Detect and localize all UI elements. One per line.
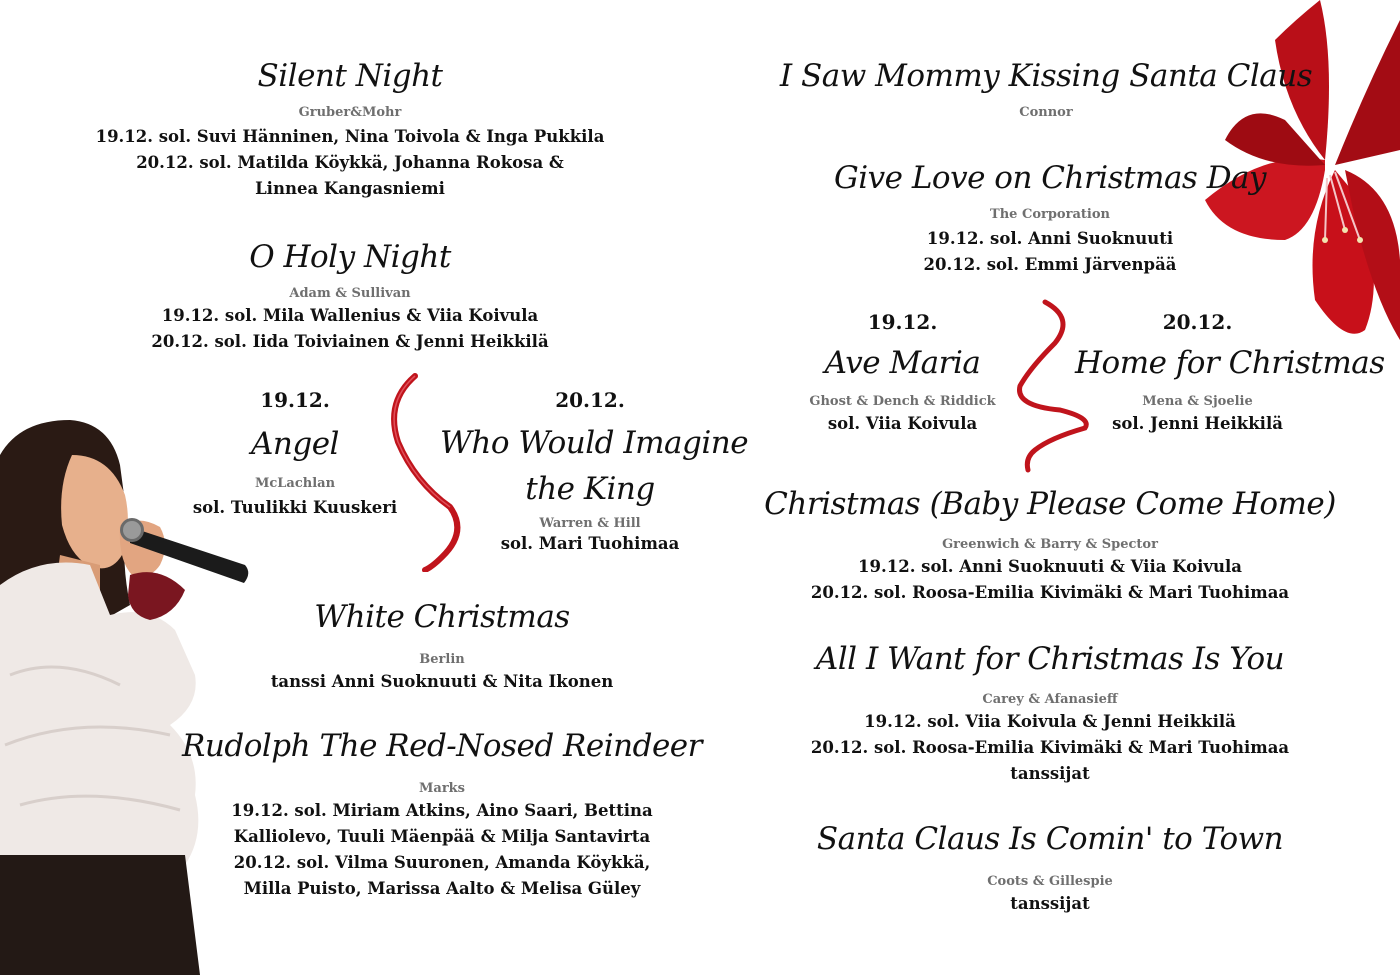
song-angel xyxy=(185,388,405,521)
song-composer: McLachlan xyxy=(254,476,336,491)
song-composer: Marks xyxy=(419,781,465,796)
performer-line: tanssijat xyxy=(1010,894,1090,913)
song-composer: Connor xyxy=(1019,105,1073,120)
song-composer: The Corporation xyxy=(990,207,1110,222)
performance-date: 19.12. xyxy=(260,388,330,412)
performer-line: 19.12. sol. Miriam Atkins, Aino Saari, Bettina xyxy=(231,801,653,820)
song-baby-please xyxy=(750,483,1350,606)
performer-line: Linnea Kangasniemi xyxy=(255,179,445,198)
performer-line: 19.12. sol. Anni Suoknuuti xyxy=(926,229,1174,248)
song-santa-claus xyxy=(750,818,1350,917)
song-title: Give Love on Christmas Day xyxy=(833,160,1267,196)
song-title: Angel xyxy=(251,426,339,462)
performance-date: 20.12. xyxy=(1162,310,1233,334)
performer-line: 19.12. sol. Suvi Hänninen, Nina Toivola & Inga Pukkila xyxy=(95,127,605,146)
song-title: Ave Maria xyxy=(824,345,981,381)
performer-line: 19.12. sol. Viia Koivula & Jenni Heikkilä xyxy=(864,712,1236,731)
song-white-christmas xyxy=(142,596,742,695)
song-silent-night xyxy=(50,55,650,202)
performer-line: sol. Jenni Heikkilä xyxy=(1112,414,1283,433)
performer-line: 20.12. sol. Roosa-Emilia Kivimäki & Mari Tuohimaa xyxy=(810,738,1290,757)
song-composer: Adam & Sullivan xyxy=(289,286,411,301)
song-title: Rudolph The Red-Nosed Reindeer xyxy=(182,728,702,764)
song-composer: Ghost & Dench & Riddick xyxy=(809,394,996,409)
performer-line: tanssi Anni Suoknuuti & Nita Ikonen xyxy=(270,672,614,691)
song-o-holy-night xyxy=(50,236,650,355)
song-all-i-want xyxy=(750,638,1350,787)
song-composer: Carey & Afanasieff xyxy=(982,692,1118,707)
song-who-would-imagine xyxy=(440,388,749,557)
song-title: All I Want for Christmas Is You xyxy=(815,641,1285,677)
song-composer: Warren & Hill xyxy=(539,516,641,531)
song-title-line: Who Would Imagine xyxy=(440,425,749,461)
performer-line: 20.12. sol. Iida Toiviainen & Jenni Heikkilä xyxy=(151,332,549,351)
song-title: Silent Night xyxy=(257,58,443,94)
song-home-for-christmas xyxy=(1075,310,1385,437)
performer-line: sol. Tuulikki Kuuskeri xyxy=(192,498,398,517)
performer-line: Milla Puisto, Marissa Aalto & Melisa Güley xyxy=(243,879,641,898)
song-composer: Greenwich & Barry & Spector xyxy=(942,537,1158,552)
song-give-love xyxy=(750,157,1350,278)
song-title-line: the King xyxy=(525,471,655,507)
song-title: O Holy Night xyxy=(249,239,451,275)
performer-line: sol. Mari Tuohimaa xyxy=(500,534,680,553)
performer-line: 19.12. sol. Anni Suoknuuti & Viia Koivula xyxy=(858,557,1242,576)
song-composer: Berlin xyxy=(419,652,465,667)
song-i-saw-mommy xyxy=(746,55,1346,120)
performance-date: 19.12. xyxy=(867,310,938,334)
performer-line: 20.12. sol. Matilda Köykkä, Johanna Rokosa & xyxy=(136,153,564,172)
song-rudolph xyxy=(142,725,742,902)
performance-date: 20.12. xyxy=(555,388,625,412)
song-composer: Mena & Sjoelie xyxy=(1142,394,1253,409)
performer-line: tanssijat xyxy=(1010,764,1090,783)
song-title: Home for Christmas xyxy=(1075,345,1385,381)
song-composer: Coots & Gillespie xyxy=(987,874,1113,889)
song-title: Christmas (Baby Please Come Home) xyxy=(764,486,1336,522)
performer-line: sol. Viia Koivula xyxy=(827,414,978,433)
song-ave-maria xyxy=(795,310,1010,437)
song-title: Santa Claus Is Comin' to Town xyxy=(816,821,1284,857)
performer-line: 20.12. sol. Roosa-Emilia Kivimäki & Mari Tuohimaa xyxy=(810,583,1290,602)
song-title: I Saw Mommy Kissing Santa Claus xyxy=(779,58,1313,94)
song-title: White Christmas xyxy=(314,599,570,635)
song-composer: Gruber&Mohr xyxy=(298,105,402,120)
performer-line: 20.12. sol. Vilma Suuronen, Amanda Köykkä, xyxy=(233,853,651,872)
performer-line: 19.12. sol. Mila Wallenius & Viia Koivula xyxy=(161,306,539,325)
performer-line: Kalliolevo, Tuuli Mäenpää & Milja Santavirta xyxy=(233,827,651,846)
performer-line: 20.12. sol. Emmi Järvenpää xyxy=(923,255,1177,274)
